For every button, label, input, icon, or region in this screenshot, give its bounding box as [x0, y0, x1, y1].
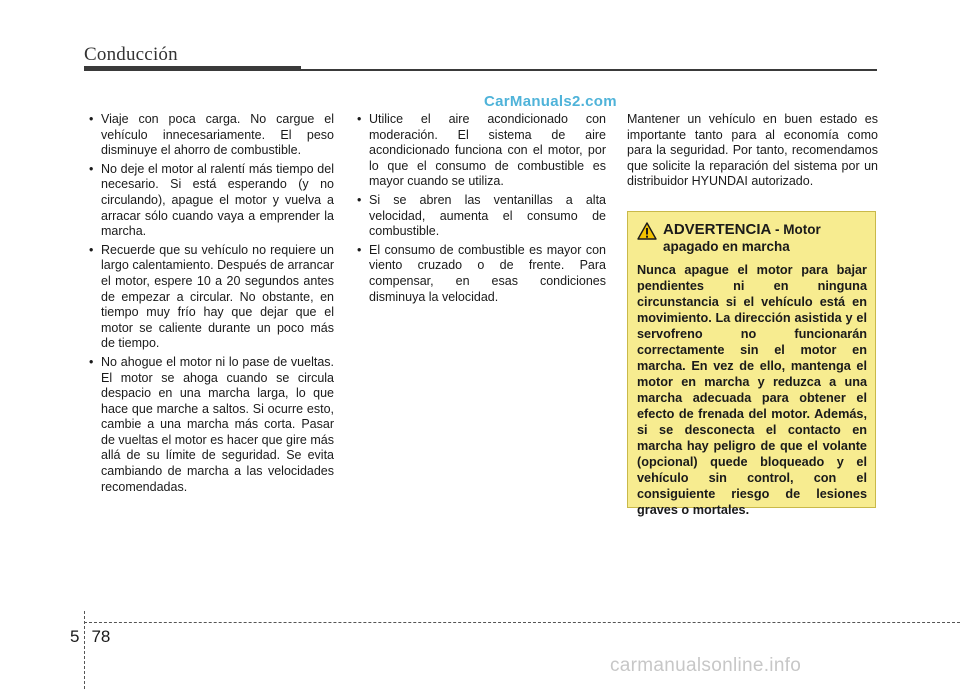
- list-item: • Si se abren las ventanillas a alta velocidad, aumenta el consumo de combustible.: [356, 193, 606, 240]
- warning-title: [663, 221, 867, 255]
- warning-subject: - Motor apagado en marcha: [663, 222, 821, 254]
- footer-vertical-divider: [84, 611, 85, 689]
- section-title: Conducción: [84, 44, 178, 65]
- warning-box: [627, 211, 876, 517]
- list-item: • Recuerde que su vehículo no requiere un largo calentamiento. Después de arrancar el motor, espere 10 a 20 segundos antes de empezar a circular. No obstante, en tiempo muy frío hay que dejar que el motor se caliente durante un poco más de tiempo.: [88, 243, 334, 352]
- warning-body: Nunca apague el motor para bajar pendientes ni en ninguna circunstancia si el vehículo está en movimiento. La dirección asistida y el servofreno no funcionarán correctamente sin el motor en marcha. En vez de ello, mantenga el motor en marcha y reduzca a una marcha adecuada para obtener el efecto de frenada del motor. Además, si se desconecta el contacto en marcha hay peligro de que el volante (opcional) quede bloqueado y el vehículo sin control, con el consiguiente riesgo de lesiones graves o mortales.: [637, 263, 867, 517]
- bullet-list-2: [356, 112, 606, 305]
- column-1: [88, 112, 334, 498]
- warning-triangle-icon: [637, 222, 657, 240]
- list-item: • No ahogue el motor ni lo pase de vueltas. El motor se ahoga cuando se circula despacio en una marcha larga, lo que hace que marche a saltos. Si ocurre esto, cambie a una marcha más corta. Pasar de vueltas el motor es hacer que gire más allá de su límite de seguridad. Se evita cambiando de marcha a las velocidades recomendadas.: [88, 355, 334, 495]
- maintenance-paragraph: Mantener un vehículo en buen estado es importante tanto para al economía como para la seguridad. Por tanto, recomendamos que solicite la reparación del sistema por un distribuidor HYUNDAI autorizado.: [627, 112, 878, 189]
- list-item: • Viaje con poca carga. No cargue el vehículo innecesariamente. El peso disminuye el ahorro de combustible.: [88, 112, 334, 159]
- page-number: [70, 627, 110, 647]
- watermark-bottom: carmanualsonline.info: [610, 655, 802, 676]
- header-rule-thin: [301, 69, 877, 71]
- list-item: • El consumo de combustible es mayor con viento cruzado o de frente. Para compensar, en esas condiciones disminuya la velocidad.: [356, 243, 606, 305]
- header-rule-thick: [84, 66, 301, 71]
- column-2: [356, 112, 606, 308]
- list-item: • Utilice el aire acondicionado con moderación. El sistema de aire acondicionado funciona con el motor, por lo que el consumo de combustible es mayor cuando se utiliza.: [356, 112, 606, 190]
- footer-divider: [84, 622, 960, 623]
- bullet-list-1: [88, 112, 334, 495]
- warning-label: ADVERTENCIA: [663, 221, 771, 238]
- list-item: • No deje el motor al ralentí más tiempo del necesario. Si está esperando (y no circulando), apague el motor y vuelva a arracar sólo cuando vaya a emprender la marcha.: [88, 162, 334, 240]
- watermark-top: CarManuals2.com: [484, 93, 617, 110]
- page-number-value: 78: [91, 627, 111, 646]
- column-3: [627, 112, 878, 190]
- section-number: 5: [70, 627, 80, 646]
- warning-header: [637, 221, 867, 259]
